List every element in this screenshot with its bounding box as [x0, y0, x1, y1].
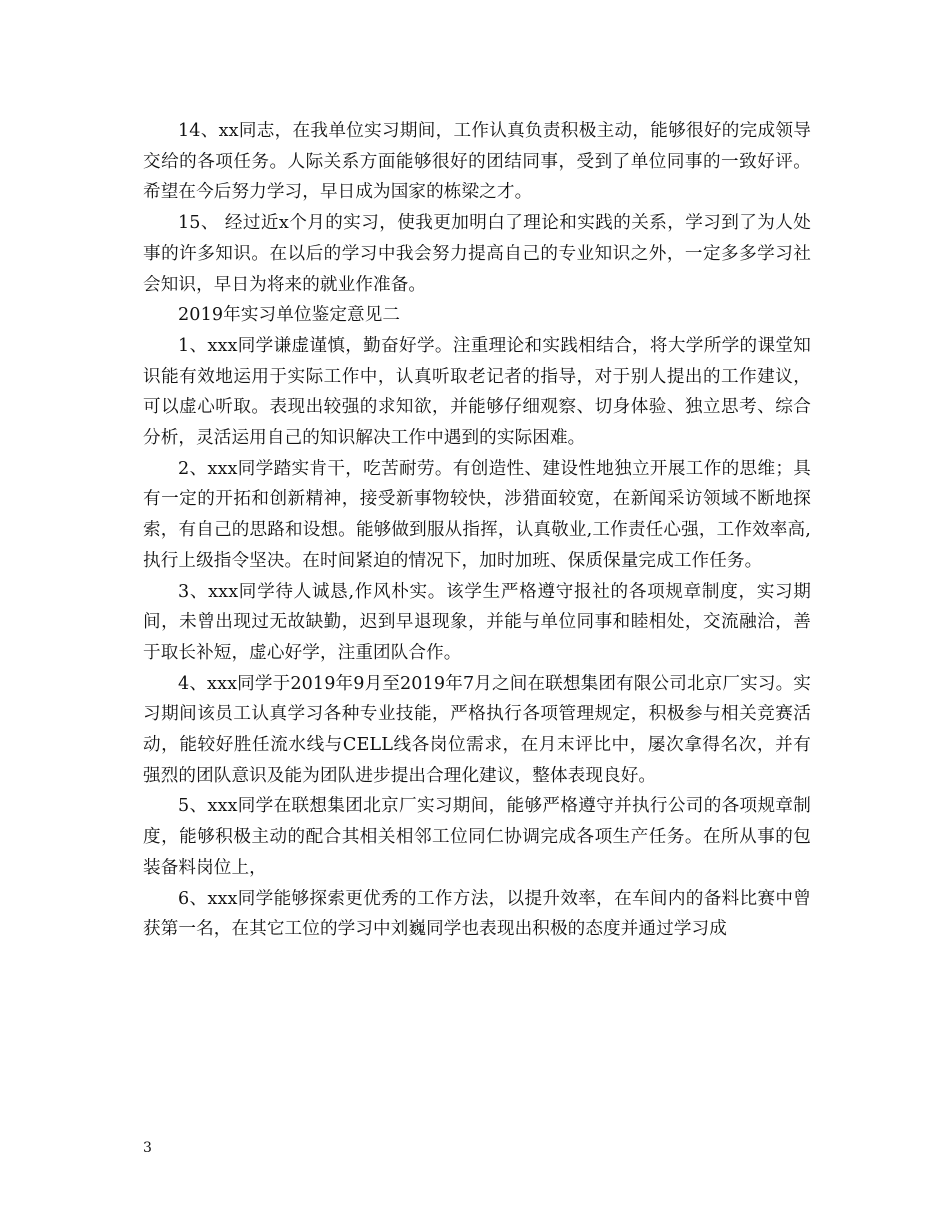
paragraph-item-6: 6、xxx同学能够探索更优秀的工作方法，以提升效率，在车间内的备料比赛中曾获第一名，在其它工位的学习中刘巍同学也表现出积极的态度并通过学习成 [143, 888, 811, 940]
section-heading: 2019年实习单位鉴定意见二 [178, 305, 401, 326]
page-number: 3 [143, 1140, 152, 1156]
paragraph-15: 15、 经过近x个月的实习，使我更加明白了理论和实践的关系，学习到了为人处事的许多知识。在以后的学习中我会努力提高自己的专业知识之外，一定多多学习社会知识，早日为将来的就业作准备。 [143, 213, 811, 295]
document-body [143, 116, 811, 945]
paragraph-14: 14、xx同志，在我单位实习期间，工作认真负责积极主动，能够很好的完成领导交给的各项任务。人际关系方面能够很好的团结同事，受到了单位同事的一致好评。希望在今后努力学习，早日成为国家的栋梁之才。 [143, 121, 811, 203]
paragraph-item-2: 2、xxx同学踏实肯干，吃苦耐劳。有创造性、建设性地独立开展工作的思维；具有一定的开拓和创新精神，接受新事物较快，涉猎面较宽，在新闻采访领域不断地探索，有自己的思路和设想。能够做到服从指挥，认真敬业,工作责任心强，工作效率高,执行上级指令坚决。在时间紧迫的情况下，加时加班、保质保量完成工作任务。 [143, 458, 811, 571]
paragraph-item-4: 4、xxx同学于2019年9月至2019年7月之间在联想集团有限公司北京厂实习。实习期间该员工认真学习各种专业技能，严格执行各项管理规定，积极参与相关竞赛活动，能较好胜任流水线与CELL线各岗位需求，在月末评比中，屡次拿得名次，并有强烈的团队意识及能为团队进步提出合理化建议，整体表现良好。 [143, 673, 811, 786]
paragraph-item-5: 5、xxx同学在联想集团北京厂实习期间，能够严格遵守并执行公司的各项规章制度，能够积极主动的配合其相关相邻工位同仁协调完成各项生产任务。在所从事的包装备料岗位上， [143, 796, 811, 878]
paragraph-item-1: 1、xxx同学谦虚谨慎，勤奋好学。注重理论和实践相结合，将大学所学的课堂知识能有效地运用于实际工作中，认真听取老记者的指导，对于别人提出的工作建议，可以虚心听取。表现出较强的求知欲，并能够仔细观察、切身体验、独立思考、综合分析，灵活运用自己的知识解决工作中遇到的实际困难。 [143, 335, 811, 449]
paragraph-item-3: 3、xxx同学待人诚恳,作风朴实。该学生严格遵守报社的各项规章制度，实习期间，未曾出现过无故缺勤，迟到早退现象，并能与单位同事和睦相处，交流融洽，善于取长补短，虚心好学，注重团队合作。 [143, 581, 811, 663]
